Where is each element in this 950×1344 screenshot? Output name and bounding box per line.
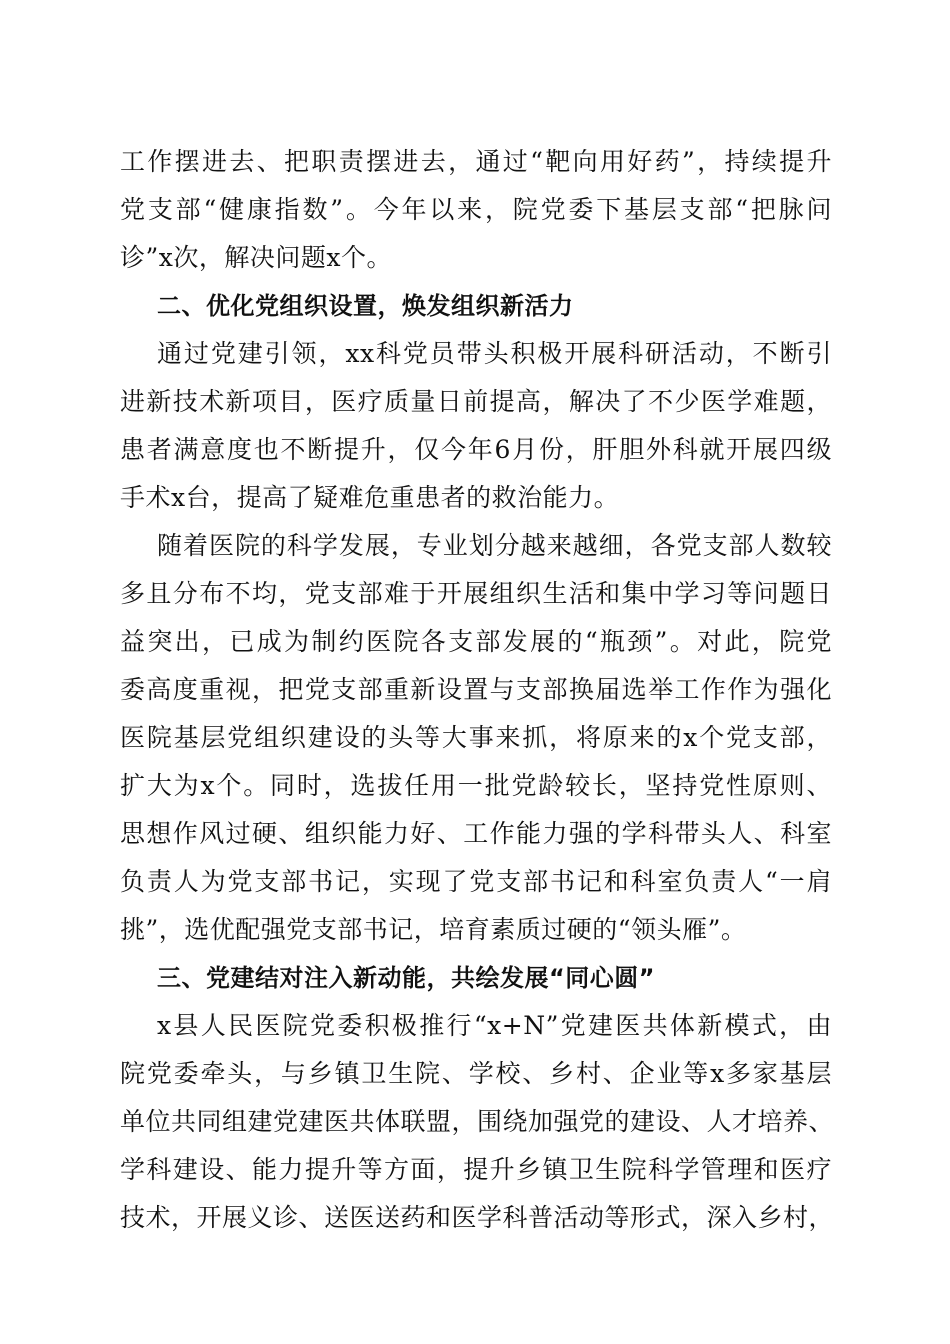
paragraph-line: 学科建设、能力提升等方面，提升乡镇卫生院科学管理和医疗 [120,1155,832,1184]
document-body [120,138,835,1242]
paragraph-line: 负责人为党支部书记，实现了党支部书记和科室负责人“一肩 [120,867,832,896]
paragraph-line: 工作摆进去、把职责摆进去，通过“靶向用好药”，持续提升 [120,147,832,176]
section-heading: 三、党建结对注入新动能，共绘发展“同心圆” [157,964,656,992]
section-heading: 二、优化党组织设置，焕发组织新活力 [157,292,574,320]
paragraph-line: 诊”x次，解决问题x个。 [120,243,392,272]
paragraph-line: 单位共同组建党建医共体联盟，围绕加强党的建设、人才培养、 [120,1107,835,1136]
paragraph-line: 思想作风过硬、组织能力好、工作能力强的学科带头人、科室 [120,819,832,848]
paragraph-line: 通过党建引领，xx科党员带头积极开展科研活动，不断引 [157,339,832,368]
paragraph-line: x县人民医院党委积极推行“x+N”党建医共体新模式，由 [157,1011,832,1040]
paragraph-line: 党支部“健康指数”。今年以来，院党委下基层支部“把脉问 [120,195,832,224]
paragraph-line: 益突出，已成为制约医院各支部发展的“瓶颈”。对此，院党 [120,627,832,656]
paragraph-line: 扩大为x个。同时，选拔任用一批党龄较长，坚持党性原则、 [120,771,832,800]
paragraph-line: 院党委牵头，与乡镇卫生院、学校、乡村、企业等x多家基层 [120,1059,832,1088]
paragraph-line: 挑”，选优配强党支部书记，培育素质过硬的“领头雁”。 [120,915,747,944]
paragraph-line: 医院基层党组织建设的头等大事来抓，将原来的x个党支部， [120,723,832,752]
paragraph-line: 进新技术新项目，医疗质量日前提高，解决了不少医学难题， [120,387,832,416]
paragraph-line: 多且分布不均，党支部难于开展组织生活和集中学习等问题日 [120,579,832,608]
paragraph-line: 手术x台，提高了疑难危重患者的救治能力。 [120,483,620,512]
paragraph-line: 患者满意度也不断提升，仅今年6月份，肝胆外科就开展四级 [120,435,832,464]
paragraph-line: 委高度重视，把党支部重新设置与支部换届选举工作作为强化 [120,675,832,704]
paragraph-line: 随着医院的科学发展，专业划分越来越细，各党支部人数较 [157,531,832,560]
paragraph-line: 技术，开展义诊、送医送药和医学科普活动等形式，深入乡村， [120,1203,835,1232]
